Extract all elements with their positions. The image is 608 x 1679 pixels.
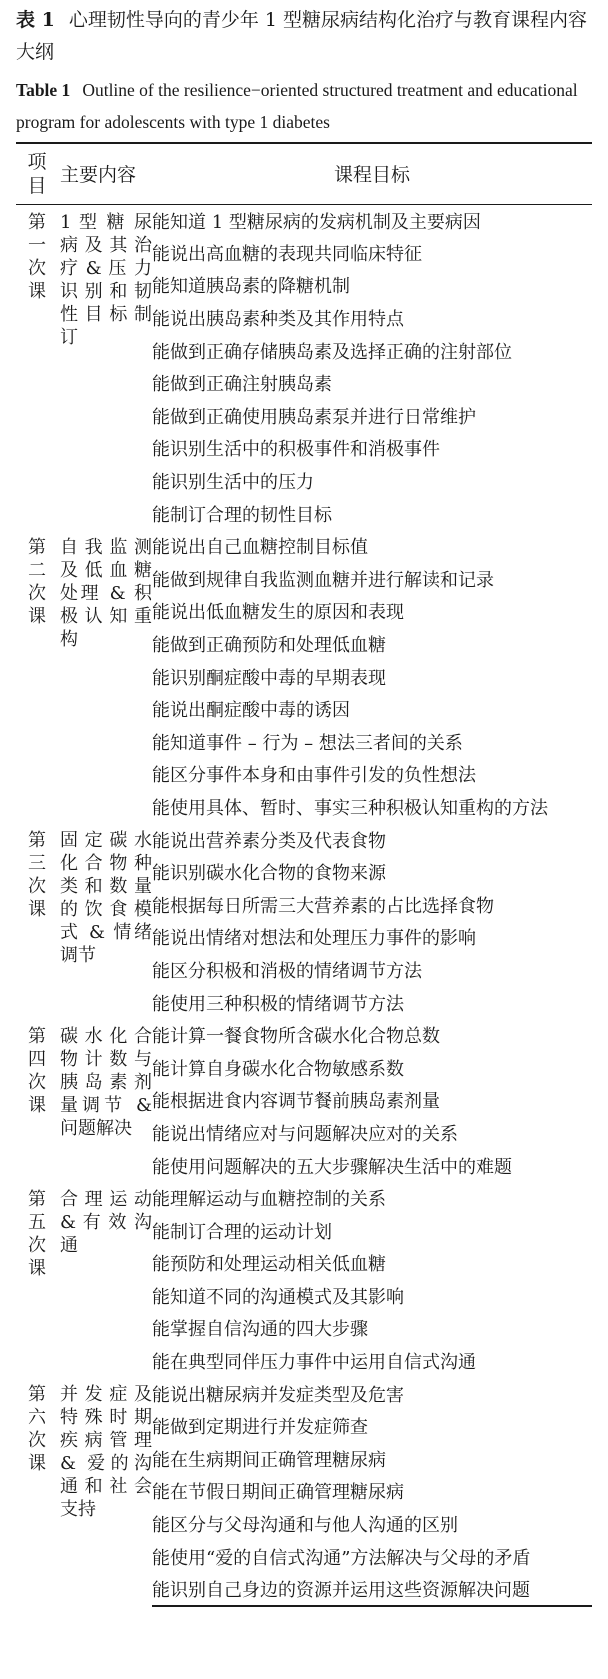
- content-line: & 有 效 沟: [60, 1211, 152, 1233]
- table-row: [16, 1182, 592, 1215]
- caption-zh-title: 心理韧性导向的青少年 1 型糖尿病结构化治疗与教育课程内容大纲: [16, 9, 588, 63]
- document: [16, 4, 592, 1601]
- goal-cell: 能知道不同的沟通模式及其影响: [152, 1286, 404, 1308]
- goal-cell: 能做到正确注射胰岛素: [152, 374, 332, 396]
- goal-cell: 能在节假日期间正确管理糖尿病: [152, 1482, 404, 1504]
- content-line: 处理 & 积: [60, 582, 152, 604]
- lesson-content: [58, 1019, 152, 1182]
- goal-cell: 能区分积极和消极的情绪调节方法: [152, 960, 422, 982]
- content-line: 化合物种: [60, 853, 152, 875]
- content-line: 量调节 &: [60, 1094, 152, 1116]
- goal-cell: 能在生病期间正确管理糖尿病: [152, 1449, 386, 1471]
- curriculum-table: [16, 142, 592, 1607]
- goal-cell: 能根据进食内容调节餐前胰岛素剂量: [152, 1091, 440, 1113]
- content-line: 胰岛素剂: [60, 1071, 152, 1093]
- goal-cell: 能做到正确存储胰岛素及选择正确的注射部位: [152, 341, 512, 363]
- content-line: 物计数与: [60, 1048, 152, 1070]
- goal-cell: 能制订合理的韧性目标: [152, 504, 332, 526]
- content-line: 通: [60, 1234, 78, 1256]
- content-line: 支持: [60, 1499, 96, 1521]
- goal-cell: 能在典型同伴压力事件中运用自信式沟通: [152, 1352, 476, 1374]
- lesson-content: [58, 530, 152, 823]
- content-line: 疾病管理: [60, 1430, 152, 1452]
- table-row: [16, 1019, 592, 1052]
- goal-cell: 能做到正确预防和处理低血糖: [152, 635, 386, 657]
- content-line: 及低血糖: [60, 559, 152, 581]
- content-line: 1 型 糖 尿: [60, 211, 152, 233]
- goal-cell: 能说出自己血糖控制目标值: [152, 537, 368, 559]
- goal-cell: 能使用问题解决的五大步骤解决生活中的难题: [152, 1156, 512, 1178]
- goal-cell: 能识别自己身边的资源并运用这些资源解决问题: [152, 1573, 592, 1606]
- lesson-name: 第 二 次 课: [28, 536, 46, 627]
- table-row: [16, 1377, 592, 1410]
- goal-cell: 能说出胰岛素种类及其作用特点: [152, 309, 404, 331]
- lesson-name: 第 一 次 课: [28, 211, 46, 302]
- goal-cell: 能说出情绪应对与问题解决应对的关系: [152, 1123, 458, 1145]
- content-line: 固定碳水: [60, 830, 152, 852]
- goal-cell: 能掌握自信沟通的四大步骤: [152, 1319, 368, 1341]
- lesson-content: [58, 823, 152, 1019]
- caption-zh-label: 表 1: [16, 9, 55, 31]
- goal-cell: 能预防和处理运动相关低血糖: [152, 1254, 386, 1276]
- lesson-content: [58, 1377, 152, 1605]
- content-line: 病 及 其 治: [60, 234, 152, 256]
- content-line: 极认知重: [60, 605, 152, 627]
- lesson-name: 第 四 次 课: [28, 1025, 46, 1116]
- content-line: 类和数量: [60, 876, 152, 898]
- goal-cell: 能说出情绪对想法和处理压力事件的影响: [152, 928, 476, 950]
- goal-cell: 能制订合理的运动计划: [152, 1221, 332, 1243]
- content-line: 碳水化合: [60, 1025, 152, 1047]
- header-content: 主要内容: [58, 143, 152, 204]
- caption-en-label: Table 1: [16, 80, 71, 100]
- content-line: 的饮食模: [60, 899, 152, 921]
- goal-cell: 能做到正确使用胰岛素泵并进行日常维护: [152, 406, 476, 428]
- content-line: 识 别 和 韧: [60, 280, 152, 302]
- content-line: 订: [60, 326, 78, 348]
- goal-cell: 能识别碳水化合物的食物来源: [152, 863, 386, 885]
- lesson-name: 第 三 次 课: [28, 830, 46, 921]
- goal-cell: 能说出酮症酸中毒的诱因: [152, 700, 350, 722]
- content-line: 性 目 标 制: [60, 303, 152, 325]
- table-row: [16, 204, 592, 237]
- table-row: [16, 823, 592, 856]
- goal-cell: 能知道事件 – 行为 – 想法三者间的关系: [152, 732, 463, 754]
- goal-cell: 能说出营养素分类及代表食物: [152, 830, 386, 852]
- content-line: 通和社会: [60, 1476, 152, 1498]
- content-line: 疗 & 压 力: [60, 257, 152, 279]
- header-item: 项目: [16, 143, 58, 204]
- goal-cell: 能识别生活中的压力: [152, 472, 314, 494]
- goal-cell: 能知道胰岛素的降糖机制: [152, 276, 350, 298]
- lesson-name: 第 六 次 课: [28, 1384, 46, 1475]
- content-line: 式 & 情绪: [60, 922, 152, 944]
- lesson-content: [58, 204, 152, 530]
- table-header-row: [16, 143, 592, 204]
- table-row: [16, 530, 592, 563]
- content-line: 构: [60, 628, 78, 650]
- goal-cell: 能说出高血糖的表现共同临床特征: [152, 243, 422, 265]
- goal-cell: 能知道 1 型糖尿病的发病机制及主要病因: [152, 211, 481, 233]
- goal-cell: 能根据每日所需三大营养素的占比选择食物: [152, 895, 494, 917]
- goal-cell: 能计算一餐食物所含碳水化合物总数: [152, 1026, 440, 1048]
- goal-cell: 能计算自身碳水化合物敏感系数: [152, 1058, 404, 1080]
- content-line: 并发症及: [60, 1384, 152, 1406]
- lesson-name: 第 五 次 课: [28, 1188, 46, 1279]
- lesson-content: [58, 1182, 152, 1378]
- content-line: & 爱的沟: [60, 1453, 152, 1475]
- goal-cell: 能区分事件本身和由事件引发的负性想法: [152, 765, 476, 787]
- content-line: 调节: [60, 945, 96, 967]
- goal-cell: 能区分与父母沟通和与他人沟通的区别: [152, 1515, 458, 1537]
- content-line: 特殊时期: [60, 1407, 152, 1429]
- goal-cell: 能识别生活中的积极事件和消极事件: [152, 439, 440, 461]
- goal-cell: 能理解运动与血糖控制的关系: [152, 1189, 386, 1211]
- goal-cell: 能识别酮症酸中毒的早期表现: [152, 667, 386, 689]
- content-line: 合理运动: [60, 1188, 152, 1210]
- goal-cell: 能使用“爱的自信式沟通”方法解决与父母的矛盾: [152, 1547, 531, 1569]
- content-line: 问题解决: [60, 1117, 132, 1139]
- goal-cell: 能说出低血糖发生的原因和表现: [152, 602, 404, 624]
- caption-zh: [16, 4, 592, 74]
- goal-cell: 能做到定期进行并发症筛查: [152, 1417, 368, 1439]
- goal-cell: 能使用具体、暂时、事实三种积极认知重构的方法: [152, 797, 548, 819]
- goal-cell: 能说出糖尿病并发症类型及危害: [152, 1384, 404, 1406]
- goal-cell: 能做到规律自我监测血糖并进行解读和记录: [152, 569, 494, 591]
- goal-cell: 能使用三种积极的情绪调节方法: [152, 993, 404, 1015]
- content-line: 自我监测: [60, 536, 152, 558]
- caption-en: [16, 74, 592, 138]
- header-goal: 课程目标: [152, 143, 592, 204]
- caption-en-title: Outline of the resilience−oriented structured treatment and educational program for adolescents with type 1 diabetes: [16, 80, 578, 132]
